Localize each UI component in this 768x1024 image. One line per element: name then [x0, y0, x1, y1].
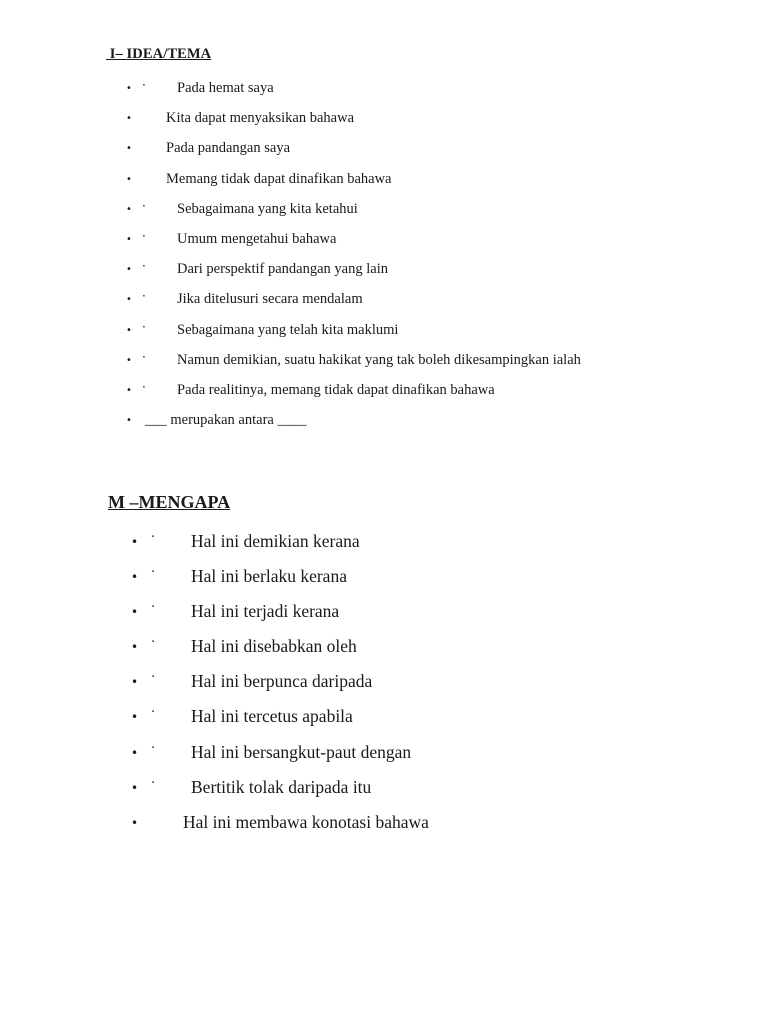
dot-marker: ·: [151, 775, 156, 791]
list-item-text: ___ merupakan antara ____: [145, 412, 307, 429]
list-item-text: Pada realitinya, memang tidak dapat dinafikan bahawa: [177, 381, 495, 398]
bullet-icon: •: [126, 384, 132, 396]
dot-marker: ·: [142, 319, 146, 334]
list-item-text: Pada pandangan saya: [166, 140, 291, 157]
bullet-icon: •: [131, 675, 139, 690]
dot-marker: ·: [151, 600, 156, 616]
list-item-text: Kita dapat menyaksikan bahawa: [166, 110, 355, 127]
dot-marker: ·: [151, 705, 156, 721]
dot-marker: ·: [142, 379, 146, 394]
bullet-icon: •: [131, 710, 139, 725]
list-item-text: Hal ini membawa konotasi bahawa: [183, 811, 429, 832]
list-item-text: Jika ditelusuri secara mendalam: [177, 291, 363, 308]
bullet-icon: •: [126, 143, 132, 155]
bullet-icon: •: [131, 640, 139, 655]
bullet-icon: •: [126, 264, 132, 276]
bullet-icon: •: [126, 173, 132, 185]
list-item-text: Umum mengetahui bahawa: [177, 230, 337, 247]
list-item-text: Pada hemat saya: [177, 80, 274, 96]
list-item-text: Namun demikian, suatu hakikat yang tak boleh dikesampingkan ialah: [177, 351, 581, 368]
bullet-icon: •: [126, 294, 132, 306]
dot-marker: ·: [142, 198, 146, 213]
list-item-text: Memang tidak dapat dinafikan bahawa: [166, 170, 392, 187]
bullet-icon: •: [126, 415, 132, 427]
list-item-text: Hal ini berlaku kerana: [191, 566, 347, 587]
bullet-icon: •: [131, 605, 139, 620]
bullet-icon: •: [131, 570, 139, 585]
list-item-text: Hal ini tercetus apabila: [191, 706, 353, 727]
bullet-icon: •: [131, 535, 139, 549]
dot-marker: ·: [142, 228, 146, 243]
dot-marker: ·: [151, 530, 156, 545]
list-item-text: Hal ini bersangkut-paut dengan: [191, 741, 412, 762]
bullet-icon: •: [131, 815, 139, 830]
dot-marker: ·: [142, 259, 146, 274]
bullet-icon: •: [126, 354, 132, 366]
bullet-icon: •: [126, 233, 132, 245]
list-item-text: Hal ini disebabkan oleh: [191, 636, 357, 657]
list-item-text: Hal ini demikian kerana: [191, 531, 360, 551]
list-item-text: Bertitik tolak daripada itu: [191, 776, 372, 797]
section-heading-mengapa: M –MENGAPA: [108, 492, 231, 512]
section-heading-idea-tema: I– IDEA/TEMA: [106, 46, 212, 62]
list-item-text: Hal ini berpunca daripada: [191, 671, 373, 692]
list-item-text: Sebagaimana yang kita ketahui: [177, 200, 358, 217]
dot-marker: ·: [142, 349, 146, 364]
bullet-icon: •: [126, 113, 132, 125]
bullet-icon: •: [126, 324, 132, 336]
dot-marker: ·: [151, 670, 156, 686]
dot-marker: ·: [151, 565, 156, 581]
dot-marker: ·: [142, 289, 146, 304]
bullet-icon: •: [131, 780, 139, 795]
bullet-icon: •: [126, 83, 132, 94]
list-item-text: Sebagaimana yang telah kita maklumi: [177, 321, 399, 338]
dot-marker: ·: [151, 635, 156, 651]
list-item-text: Hal ini terjadi kerana: [191, 601, 340, 622]
bullet-icon: •: [131, 745, 139, 760]
dot-marker: ·: [142, 78, 146, 92]
dot-marker: ·: [151, 740, 156, 756]
bullet-icon: •: [126, 203, 132, 215]
list-item-text: Dari perspektif pandangan yang lain: [177, 261, 388, 278]
